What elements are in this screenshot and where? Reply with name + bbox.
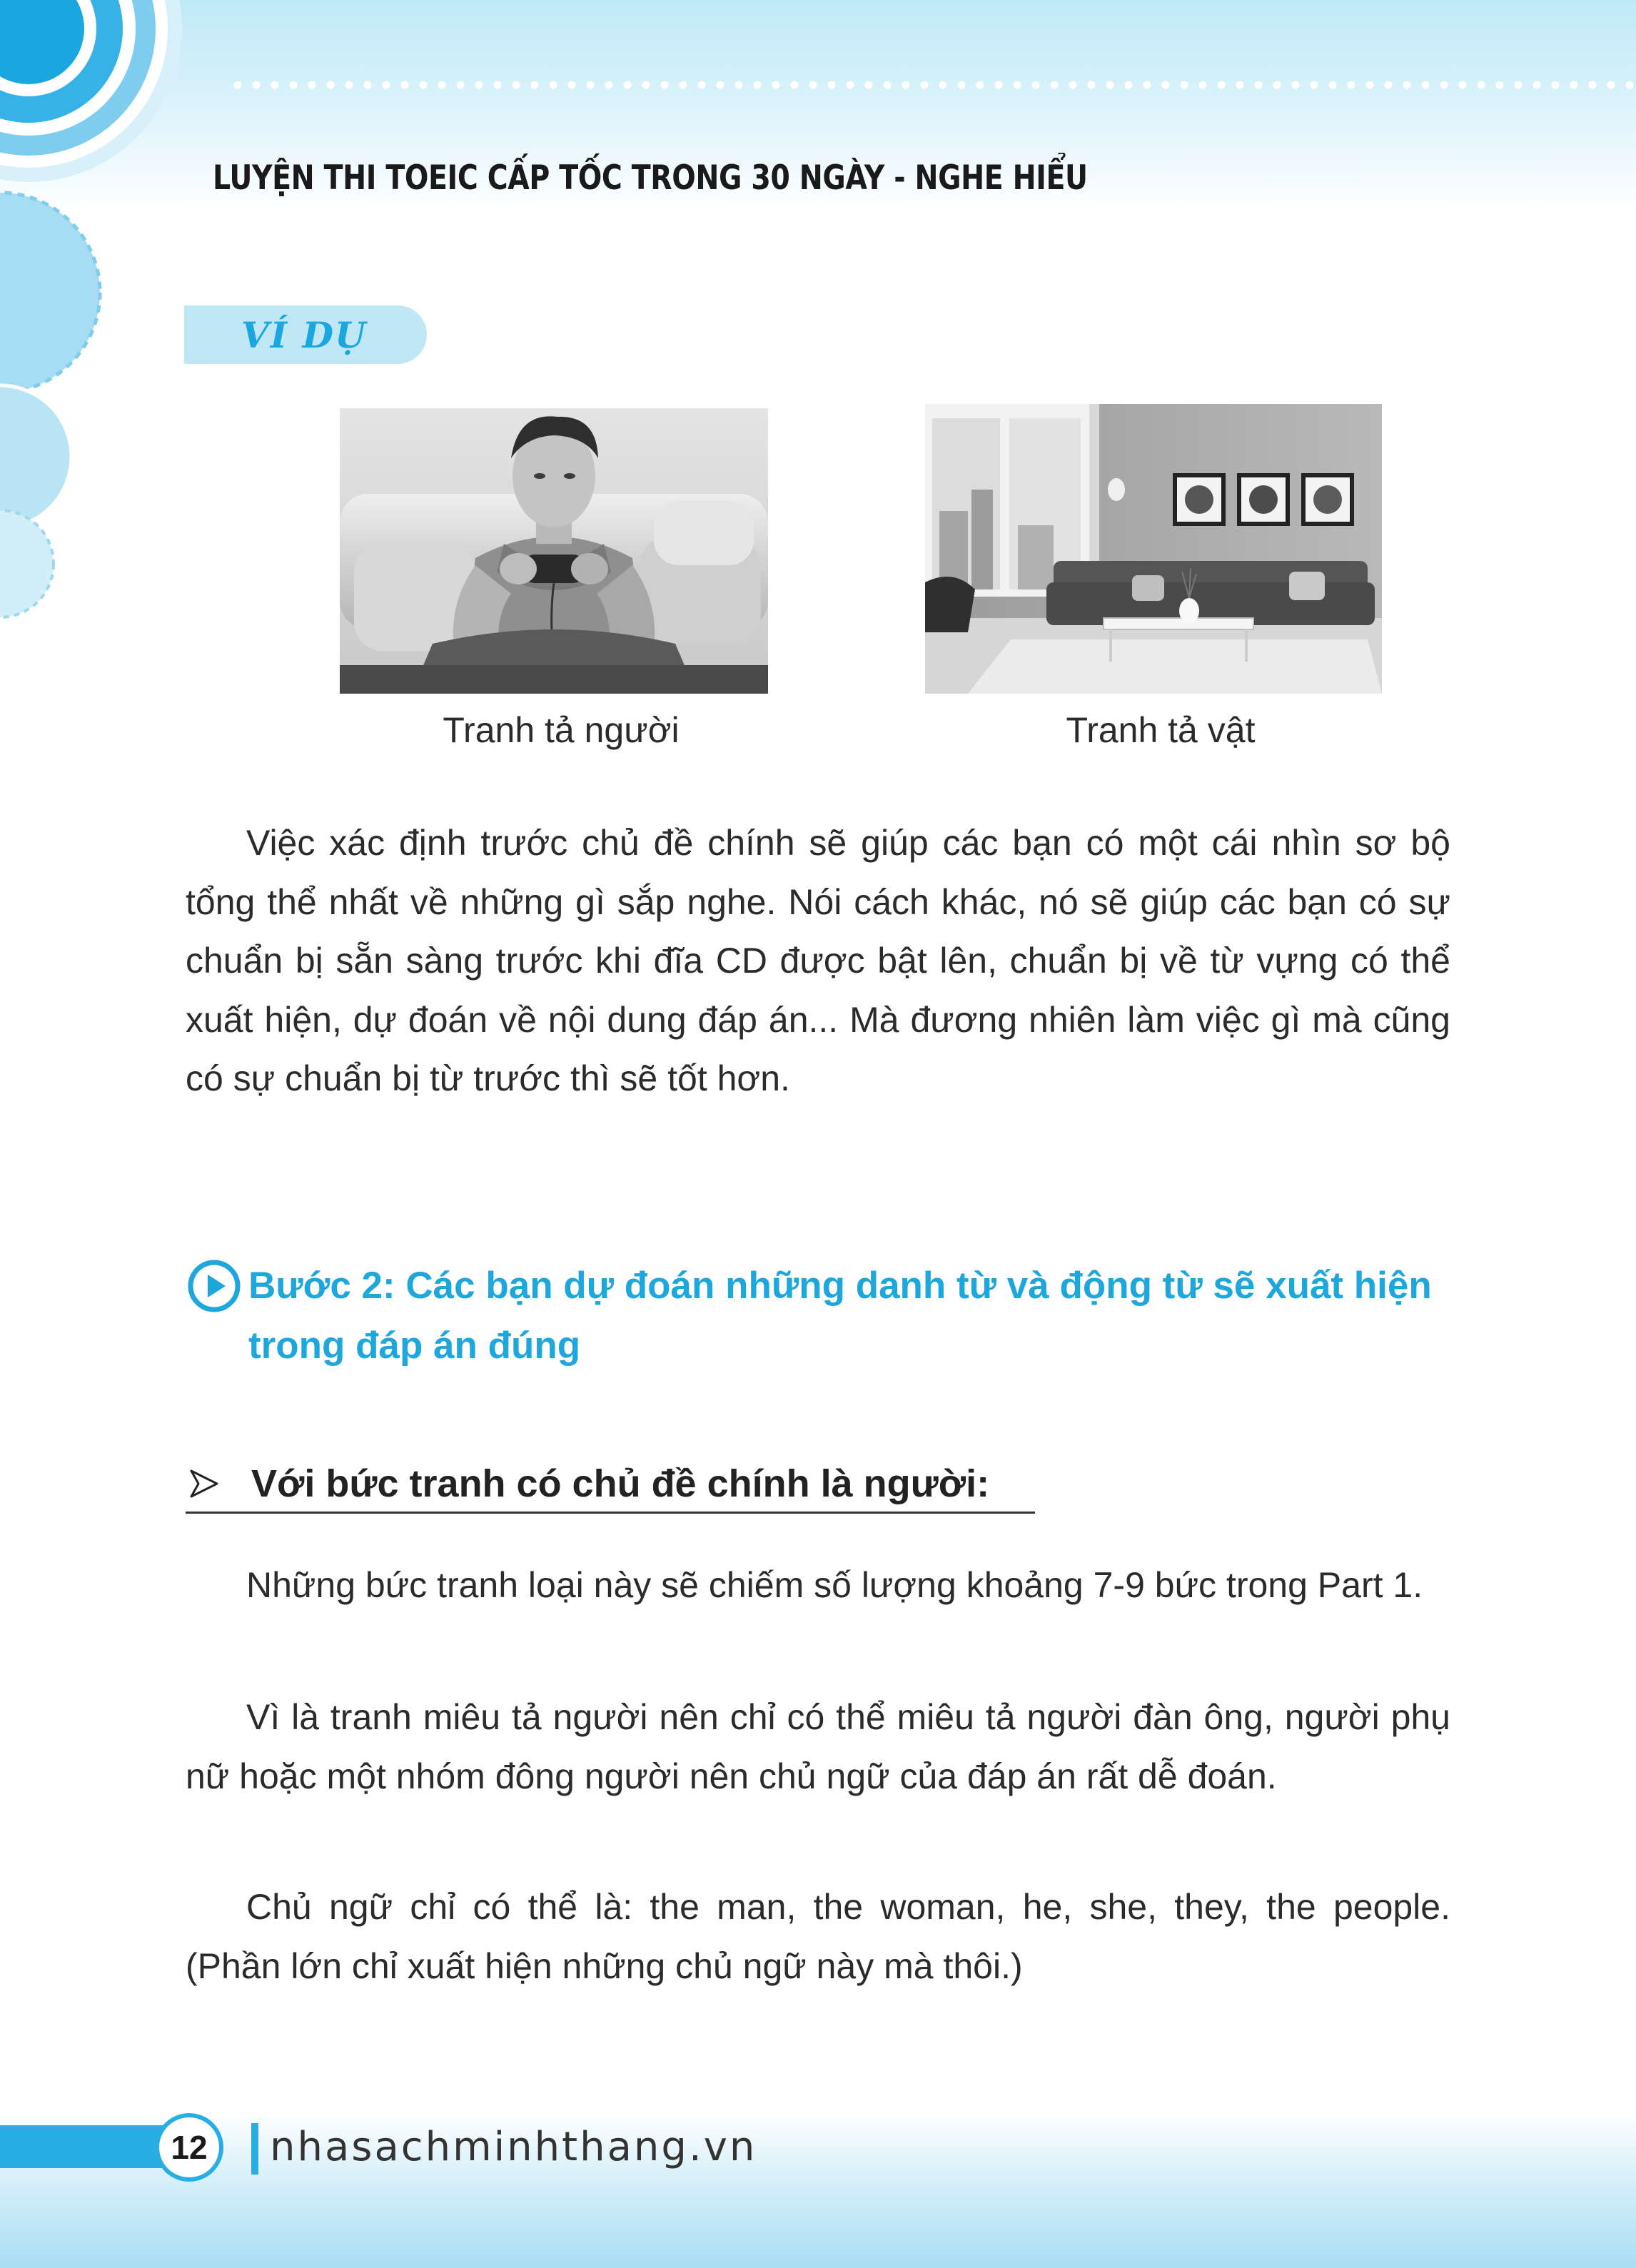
caption-person-picture: Tranh tả người [443,710,680,750]
photo-person-gaming [340,408,768,694]
footer-band [0,2112,1636,2268]
subject-paragraph: Vì là tranh miêu tả người nên chỉ có thể miêu tả người đàn ông, người phụ nữ hoặc một nhóm đông người nên chủ ngữ của đáp án rất dễ đoán. [186,1697,1450,1796]
play-circle-icon [187,1259,241,1313]
publisher-website: nhasachminhthang.vn [270,2124,757,2170]
dotted-divider [228,80,1636,90]
intro-paragraph: Việc xác định trước chủ đề chính sẽ giúp các bạn có một cái nhìn sơ bộ tổng thể nhất về những gì sắp nghe. Nói cách khác, nó sẽ giúp các bạn có sự chuẩn bị sẵn sàng trước khi đĩa CD được bật lên, chuẩn bị về từ vựng có thể xuất hiện, dự đoán về nội dung đáp án... Mà đương nhiên làm việc gì mà cũng có sự chuẩn bị từ trước thì sẽ tốt hơn. [186,823,1450,1098]
subject-examples-paragraph: Chủ ngữ chỉ có thể là: the man, the woman, he, she, they, the people. (Phần lớn chỉ xuất hiện những chủ ngữ này mà thôi.) [186,1887,1450,1986]
page-number: 12 [155,2113,223,2182]
footer-divider [251,2123,258,2175]
running-header: LUYỆN THI TOEIC CẤP TỐC TRONG 30 NGÀY - NGHE HIỂU [213,158,1088,198]
subsection-heading-text: Với bức tranh có chủ đề chính là người: [251,1462,990,1505]
example-label: VÍ DỤ [184,305,427,364]
count-paragraph: Những bức tranh loại này sẽ chiếm số lượng khoảng 7-9 bức trong Part 1. [246,1565,1423,1605]
step-2-heading: Bước 2: Các bạn dự đoán những danh từ và động từ sẽ xuất hiện trong đáp án đúng [248,1265,1432,1367]
arrowhead-bullet-icon [187,1467,221,1501]
caption-object-picture: Tranh tả vật [1066,710,1256,750]
photo-living-room [925,404,1382,694]
subsection-heading [186,1456,1035,1514]
